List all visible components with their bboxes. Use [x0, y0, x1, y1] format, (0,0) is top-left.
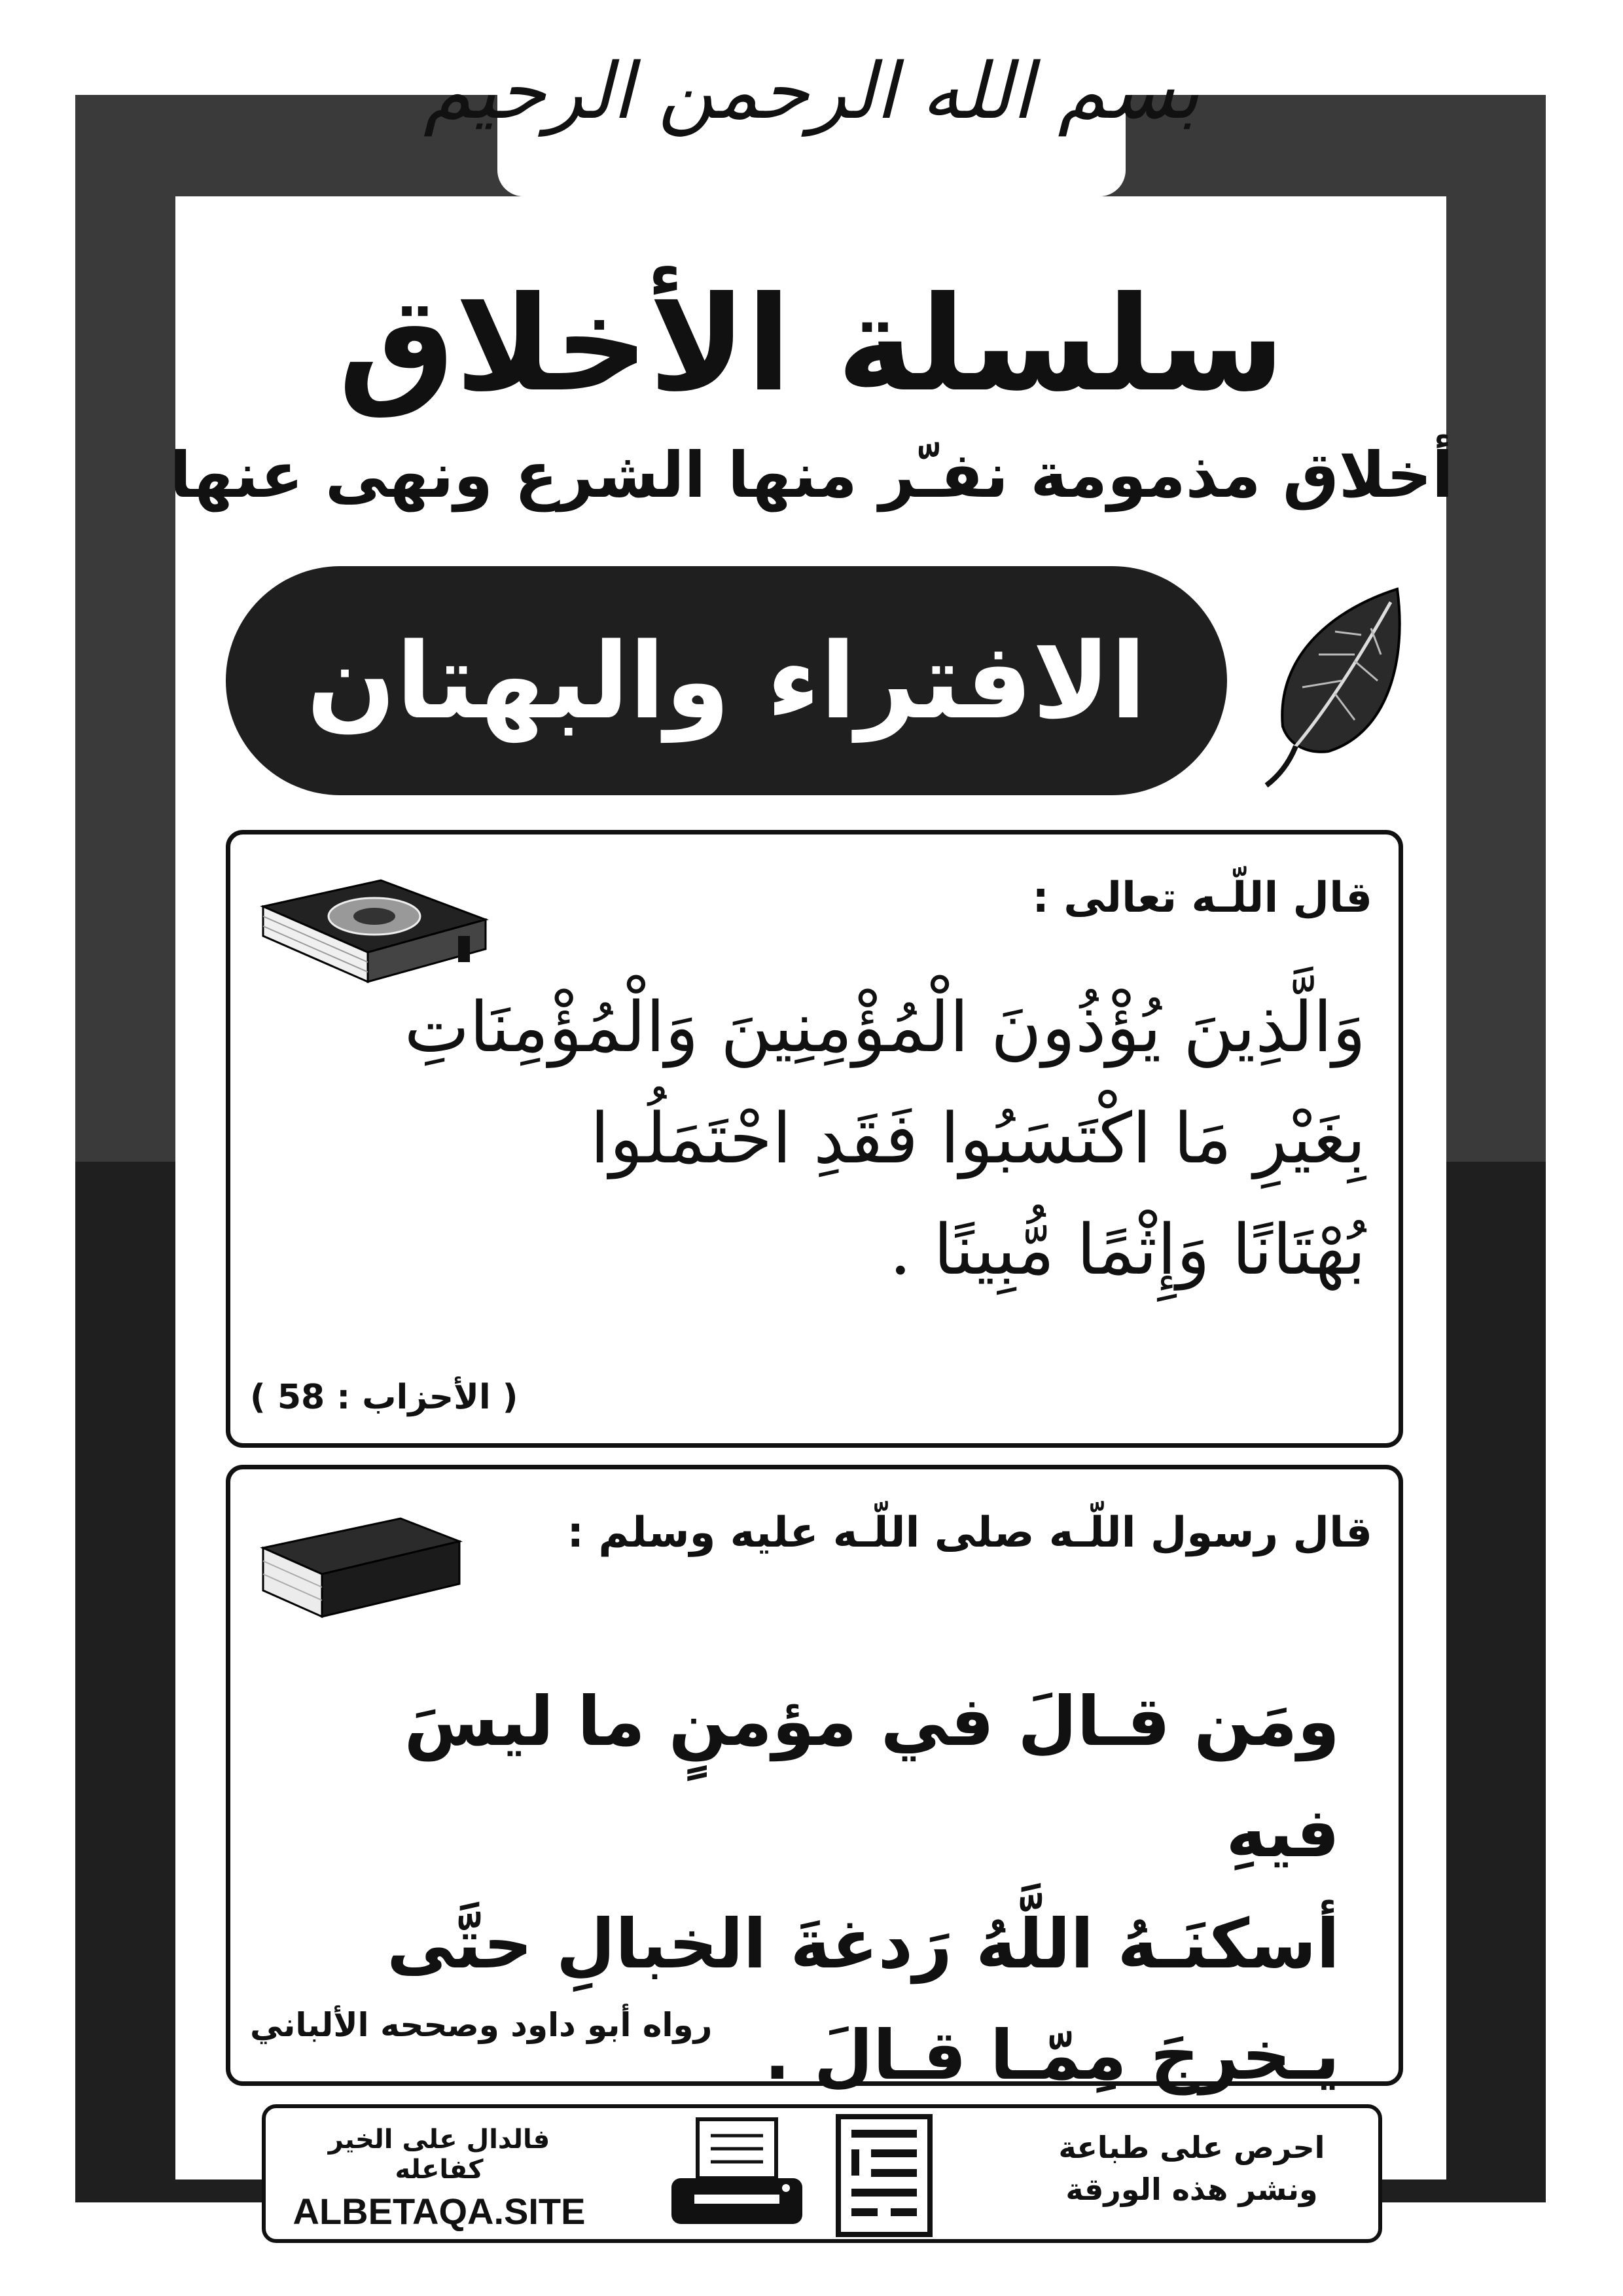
- closed-book-icon: [250, 1502, 473, 1633]
- footer-website-link[interactable]: ALBETAQA.SITE: [293, 2191, 586, 2232]
- hadith-line: يـخرجَ مِمّـا قـالَ .: [764, 2015, 1340, 2095]
- verse-line: بِغَيْرِ مَا اكْتَسَبُوا فَقَدِ احْتَمَلُوا: [590, 1098, 1366, 1179]
- quran-verse: [263, 972, 1366, 1306]
- topic-banner: [226, 566, 1227, 795]
- quran-card: [226, 830, 1403, 1448]
- basmala: بسم الله الرحمن الرحيم: [423, 46, 1200, 136]
- printer-icon: [665, 2116, 809, 2234]
- site-logo-icon: [835, 2113, 933, 2238]
- quran-intro: قال اللّـه تعالى :: [1032, 874, 1372, 922]
- page-subtitle: أخلاق مذمومة نفـّر منها الشرع ونهى عنها: [169, 439, 1454, 512]
- footer-note-line: احرص على طباعة: [1058, 2130, 1325, 2165]
- leaf-icon: [1257, 583, 1414, 792]
- verse-line: بُهْتَانًا وَإِثْمًا مُّبِينًا .: [889, 1210, 1366, 1290]
- verse-line: وَالَّذِينَ يُؤْذُونَ الْمُؤْمِنِينَ وَالْمُؤْمِنَاتِ: [404, 987, 1366, 1067]
- hadith-line: أسكنَـهُ اللَّهُ رَدغةَ الخبالِ حتَّى: [387, 1904, 1340, 1984]
- hadith-card: [226, 1465, 1403, 2095]
- footer-website-block: [285, 2125, 593, 2233]
- hadith-source: رواه أبو داود وصححه الألباني: [250, 2006, 713, 2044]
- footer-print-note: [1044, 2126, 1339, 2210]
- page-title: سلسلة الأخلاق: [338, 268, 1285, 421]
- footer-bar: [262, 2104, 1382, 2243]
- footer-note-line: ونشر هذه الورقة: [1065, 2172, 1318, 2207]
- hadith-line: ومَن قـالَ في مؤمنٍ ما ليسَ فيهِ: [404, 1681, 1340, 1873]
- hadith-intro: قال رسول اللّـه صلى اللّـه عليه وسلم :: [567, 1509, 1372, 1557]
- footer-proverb: فالدال على الخير كفاعله: [328, 2125, 550, 2185]
- hadith-text: [270, 1666, 1340, 2111]
- verse-reference: ( الأحزاب : 58 ): [250, 1378, 518, 1417]
- topic-label: الافتراء والبهتان: [306, 619, 1147, 742]
